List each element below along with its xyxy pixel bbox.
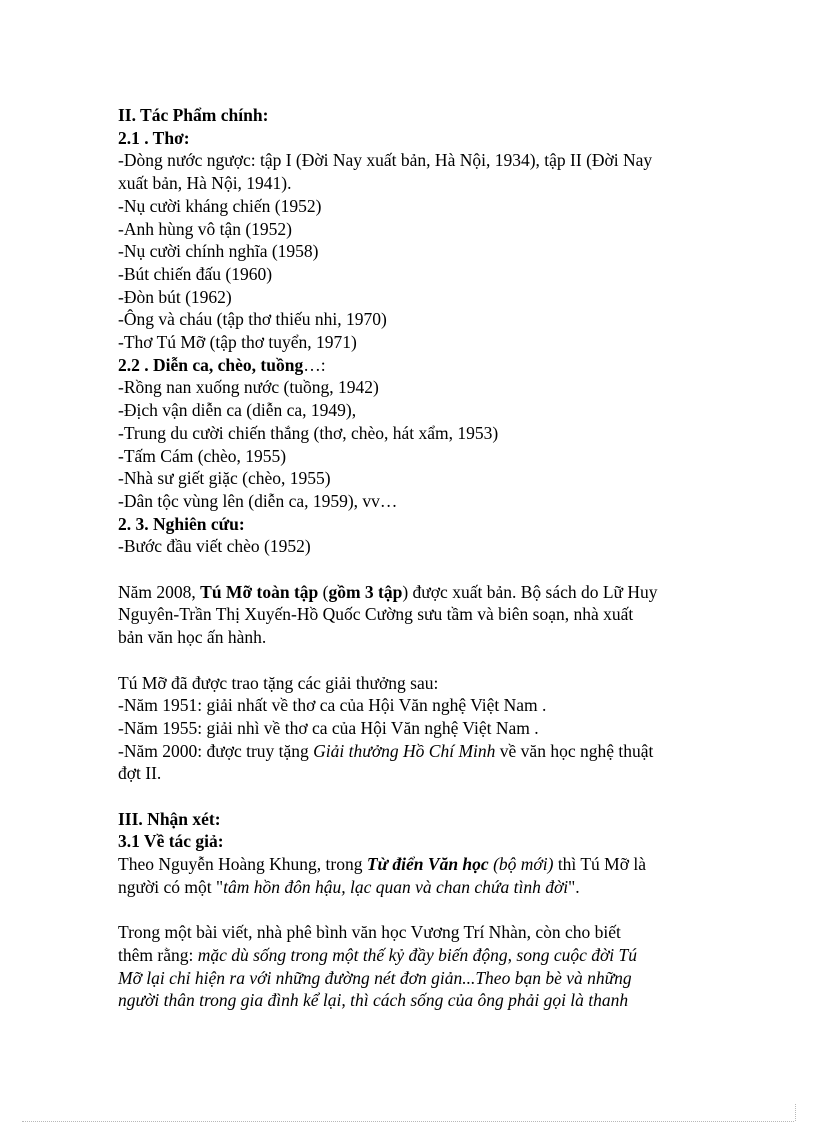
list-item: -Nụ cười kháng chiến (1952): [118, 195, 322, 216]
subheading-poetry: 2.1 . Thơ:: [118, 127, 190, 148]
document-page: [118, 104, 708, 1012]
page-corner-mark: [795, 1104, 797, 1121]
list-item: -Năm 1951: giải nhất về thơ ca của Hội Văn nghệ Việt Nam .: [118, 695, 547, 716]
khung-quote-paragraph: Theo Nguyễn Hoàng Khung, trong Từ điển Văn học (bộ mới) thì Tú Mỡ là người có một "tâm hồn đôn hậu, lạc quan và chan chứa tình đời".: [118, 854, 646, 897]
subheading-research: 2. 3. Nghiên cứu:: [118, 513, 245, 534]
list-item: -Đòn bút (1962): [118, 286, 232, 307]
collected-works-paragraph: Năm 2008, Tú Mỡ toàn tập (gồm 3 tập) được xuất bản. Bộ sách do Lữ Huy Nguyên-Trần Thị Xuyến-Hồ Quốc Cường sưu tầm và biên soạn, nhà xuất bản văn học ấn hành.: [118, 581, 658, 648]
awards-paragraph: Tú Mỡ đã được trao tặng các giải thưởng sau: -Năm 1951: giải nhất về thơ ca của Hội Văn nghệ Việt Nam . -Năm 1955: giải nhì về thơ ca của Hội Văn nghệ Việt Nam . -Năm 2000: được truy tặng Giải thưởng Hồ Chí Minh về văn học nghệ thuật đợt II.: [118, 672, 708, 786]
subheading-drama: 2.2 . Diễn ca, chèo, tuồng…:: [118, 354, 326, 375]
list-item: -Năm 1955: giải nhì về thơ ca của Hội Văn nghệ Việt Nam .: [118, 717, 539, 738]
list-item: -Thơ Tú Mỡ (tập thơ tuyển, 1971): [118, 332, 357, 353]
list-item: -Trung du cười chiến thắng (thơ, chèo, hát xẩm, 1953): [118, 422, 499, 443]
list-item: -Bước đầu viết chèo (1952): [118, 536, 311, 557]
poetry-list: [118, 149, 708, 353]
paragraph-gap: [118, 899, 708, 922]
subheading-about-author: 3.1 Về tác giả:: [118, 831, 224, 852]
list-item: -Bút chiến đấu (1960): [118, 263, 273, 284]
section-heading-remarks: III. Nhận xét:: [118, 808, 221, 829]
list-item: -Ông và cháu (tập thơ thiếu nhi, 1970): [118, 309, 387, 330]
paragraph-gap: [118, 785, 708, 808]
paragraph-gap: [118, 649, 708, 672]
list-item: xuất bản, Hà Nội, 1941).: [118, 173, 292, 194]
drama-list: [118, 376, 708, 512]
list-item: -Năm 2000: được truy tặng Giải thưởng Hồ Chí Minh về văn học nghệ thuật: [118, 740, 654, 761]
list-item: -Tấm Cám (chèo, 1955): [118, 445, 287, 466]
list-item: -Anh hùng vô tận (1952): [118, 218, 293, 239]
list-item: -Nhà sư giết giặc (chèo, 1955): [118, 468, 331, 489]
page-bottom-border: [22, 1121, 794, 1122]
list-item: -Nụ cười chính nghĩa (1958): [118, 241, 319, 262]
list-item: -Rồng nan xuống nước (tuồng, 1942): [118, 377, 379, 398]
list-item: -Dân tộc vùng lên (diễn ca, 1959), vv…: [118, 490, 398, 511]
nhan-quote-paragraph: Trong một bài viết, nhà phê bình văn học Vương Trí Nhàn, còn cho biết thêm rằng: mặc dù sống trong một thế kỷ đầy biến động, song cuộc đời Tú Mỡ lại chỉ hiện ra với những đường nét đơn giản...Theo bạn bè và những người thân trong gia đình kể lại, thì cách sống của ông phải gọi là thanh: [118, 922, 638, 1011]
list-item: -Dòng nước ngược: tập I (Đời Nay xuất bản, Hà Nội, 1934), tập II (Đời Nay: [118, 150, 653, 171]
paragraph-gap: [118, 558, 708, 581]
section-heading-works: II. Tác Phẩm chính:: [118, 105, 269, 125]
list-item: -Địch vận diễn ca (diễn ca, 1949),: [118, 400, 357, 421]
